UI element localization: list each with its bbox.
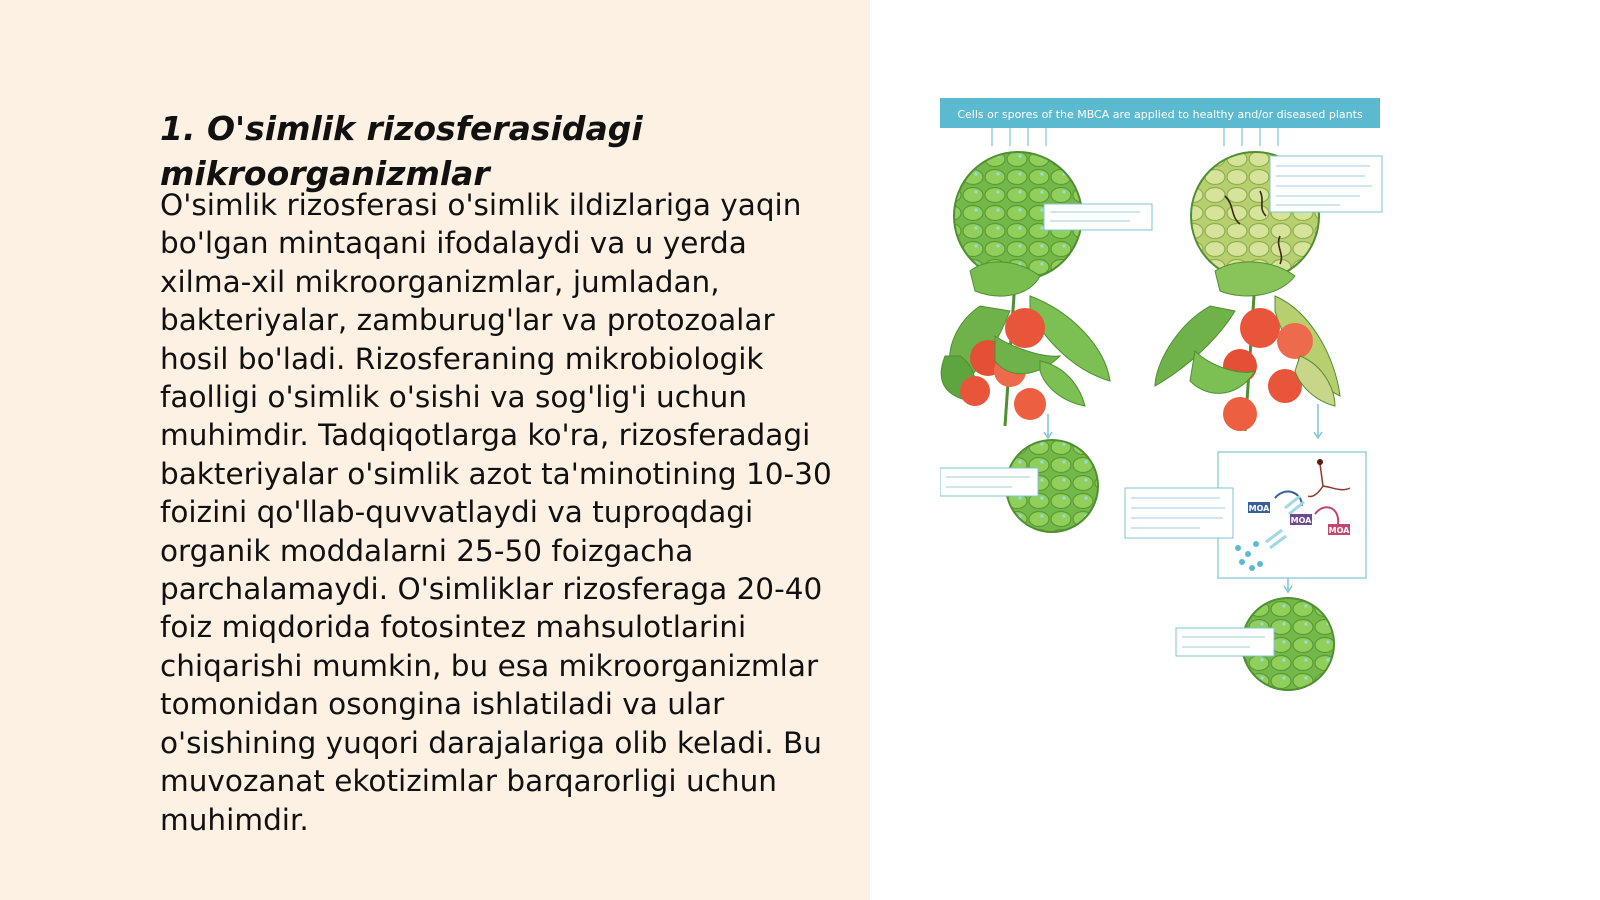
- moa-badge: [1290, 514, 1312, 525]
- healthy-tomato-plant: [941, 262, 1110, 426]
- slide-title: 1. O'simlik rizosferasidagi mikroorganizmlar: [160, 109, 643, 193]
- svg-text:MOA: MOA: [1328, 526, 1350, 535]
- callout-box: [1176, 628, 1274, 656]
- callout-box: [1044, 204, 1152, 230]
- callout-box: [1270, 156, 1382, 212]
- banner-text: Cells or spores of the MBCA are applied to healthy and/or diseased plants: [957, 108, 1363, 121]
- diagram-banner: [940, 98, 1380, 128]
- callout-box: [1125, 488, 1233, 538]
- mbca-diagram-svg: [940, 96, 1410, 716]
- banner-arrows: [992, 128, 1278, 146]
- callout-box: [940, 468, 1038, 496]
- diseased-tomato-plant: [1155, 262, 1340, 431]
- moa-badge: [1328, 524, 1350, 535]
- moa-badge: [1248, 502, 1270, 513]
- mbca-diagram: [940, 96, 1410, 716]
- svg-text:MOA: MOA: [1248, 504, 1270, 513]
- slide-body-text: O'simlik rizosferasi o'simlik ildizlariga yaqin bo'lgan mintaqani ifodalaydi va u yerda xilma-xil mikroorganizmlar, jumladan, bakteriyalar, zamburug'lar va protozoalar hosil bo'ladi. Rizosferaning mikrobiologik faolligi o'simlik o'sishi va sog'lig'i uchun muhimdir. Tadqiqotlarga ko'ra, rizosferadagi bakteriyalar o'simlik azot ta'minotining 10-30 foizini qo'llab-quvvatlaydi va tuproqdagi organik moddalarni 25-50 foizgacha parchalamaydi. O'simliklar rizosferaga 20-40 foiz miqdorida fotosintez mahsulotlarini chiqarishi mumkin, bu esa mikroorganizmlar tomonidan osongina ishlatiladi va ular o'sishining yuqori darajalariga olib keladi. Bu muvozanat ekotizimlar barqarorligi uchun muhimdir.: [160, 188, 832, 837]
- svg-text:MOA: MOA: [1290, 516, 1312, 525]
